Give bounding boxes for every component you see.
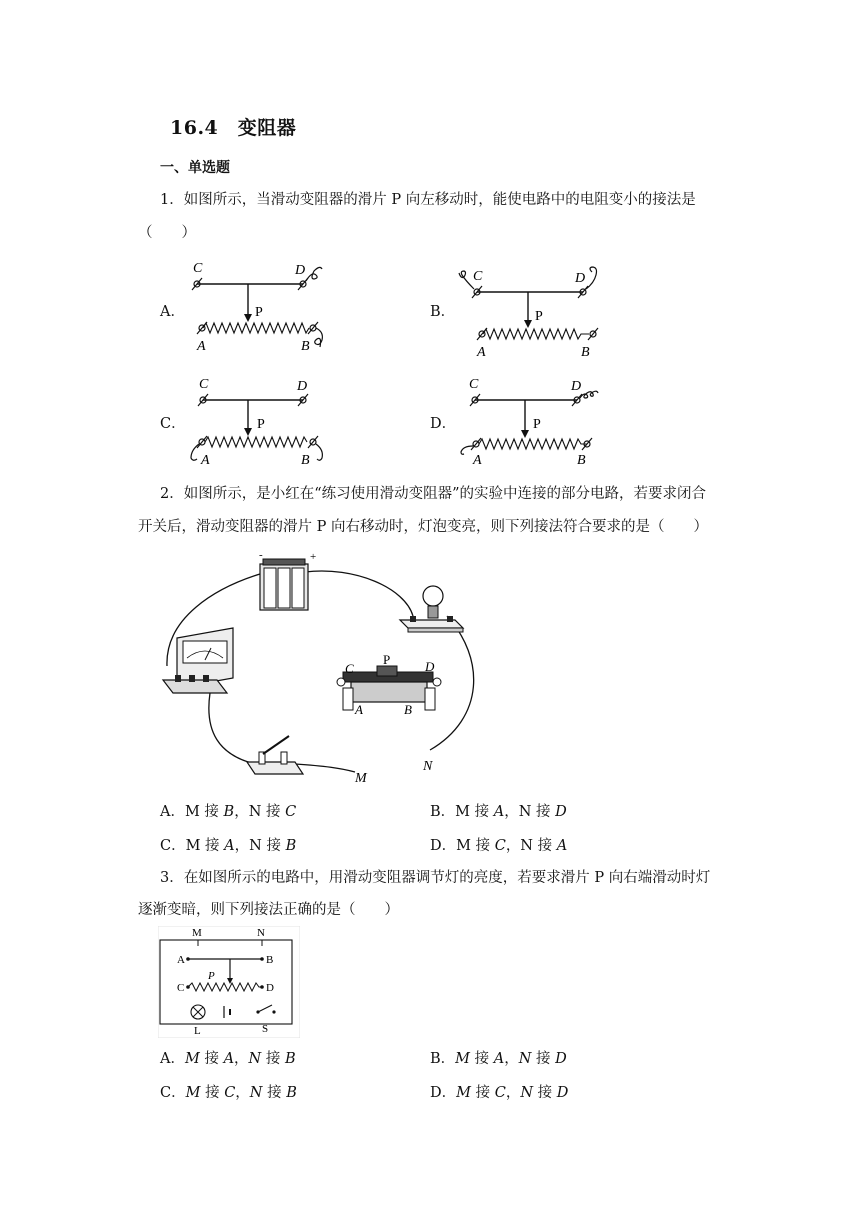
q2-label-n: N xyxy=(423,759,433,774)
q1c-label-d: D xyxy=(297,379,308,394)
q1-diagram-d xyxy=(455,372,615,472)
battery-plus: + xyxy=(310,551,317,563)
q2-option-d[interactable]: D．M 接 C，N 接 A xyxy=(430,838,568,854)
q2-option-b[interactable]: B．M 接 A，N 接 D xyxy=(430,804,567,820)
question-3-text-line1: 3．在如图所示的电路中，用滑动变阻器调节灯的亮度，若要求滑片 P 向右端滑动时灯 xyxy=(160,870,711,886)
q2-label-a: A xyxy=(355,702,363,717)
q2-label-p: P xyxy=(383,652,391,667)
q1b-label-c: C xyxy=(473,269,483,284)
q3-option-b[interactable]: B．M 接 A，N 接 D xyxy=(430,1051,567,1067)
q1a-label-b: B xyxy=(301,339,310,354)
q3-option-d[interactable]: D．M 接 C，N 接 D xyxy=(430,1085,569,1101)
q1d-label-b: B xyxy=(577,453,586,468)
q3-label-c: C xyxy=(177,982,185,994)
q3-option-a[interactable]: A．M 接 A，N 接 B xyxy=(160,1051,296,1067)
q3-label-n: N xyxy=(257,927,265,939)
q2-label-d: D xyxy=(425,659,435,674)
q1-option-d-letter[interactable]: D． xyxy=(430,416,457,432)
q3-option-c[interactable]: C．M 接 C，N 接 B xyxy=(160,1085,297,1101)
q1a-label-d: D xyxy=(295,263,306,278)
q2-label-m: M xyxy=(355,771,367,786)
q3-label-d: D xyxy=(266,982,274,994)
ammeter-icon xyxy=(163,628,233,693)
page-title: 16.4 变阻器 xyxy=(170,117,297,139)
q2-label-b: B xyxy=(404,702,412,717)
q2-circuit-figure xyxy=(155,548,495,788)
q1-diagram-a xyxy=(185,256,345,356)
q1b-label-p: P xyxy=(535,309,543,324)
q2-option-c[interactable]: C．M 接 A，N 接 B xyxy=(160,838,297,854)
question-2-text-line1: 2．如图所示，是小红在“练习使用滑动变阻器”的实验中连接的部分电路，若要求闭合 xyxy=(160,486,707,502)
q1c-label-p: P xyxy=(257,417,265,432)
question-1-text-line2: （ ） xyxy=(138,225,196,241)
battery-icon xyxy=(259,549,316,610)
q1a-label-c: C xyxy=(193,261,203,276)
q1b-label-a: A xyxy=(477,345,486,358)
switch-icon xyxy=(247,736,303,774)
q1d-label-a: A xyxy=(473,453,482,468)
q1c-label-b: B xyxy=(301,453,310,468)
q1c-label-c: C xyxy=(199,377,209,392)
q1d-label-p: P xyxy=(533,417,541,432)
q1d-label-c: C xyxy=(469,377,479,392)
q1-option-b-letter[interactable]: B． xyxy=(430,304,456,320)
q1b-label-d: D xyxy=(575,271,586,286)
q3-label-p: P xyxy=(208,970,215,982)
battery-minus: - xyxy=(259,549,263,561)
q1d-label-d: D xyxy=(571,379,582,394)
question-1-text-line1: 1．如图所示，当滑动变阻器的滑片 P 向左移动时，能使电路中的电阻变小的接法是 xyxy=(160,192,696,208)
q1b-label-b: B xyxy=(581,345,590,358)
q3-label-b: B xyxy=(266,954,274,966)
question-2-text-line2: 开关后，滑动变阻器的滑片 P 向右移动时，灯泡变亮，则下列接法符合要求的是（ ） xyxy=(138,519,708,535)
question-3-text-line2: 逐渐变暗，则下列接法正确的是（ ） xyxy=(138,902,399,918)
q2-label-c: C xyxy=(345,661,354,676)
section-heading: 一、单选题 xyxy=(160,160,230,176)
q3-label-a: A xyxy=(177,954,185,966)
q1-option-a-letter[interactable]: A． xyxy=(160,304,185,320)
rheostat-icon xyxy=(337,652,441,717)
q1-diagram-c xyxy=(185,372,345,472)
q3-label-l: L xyxy=(194,1025,201,1037)
q3-label-m: M xyxy=(192,927,202,939)
q3-label-s: S xyxy=(262,1023,269,1035)
q1a-label-a: A xyxy=(197,339,206,354)
q3-circuit-figure xyxy=(158,926,300,1038)
q1-diagram-b xyxy=(455,258,615,358)
q2-option-a[interactable]: A．M 接 B，N 接 C xyxy=(160,804,297,820)
q1c-label-a: A xyxy=(201,453,210,468)
q1-option-c-letter[interactable]: C． xyxy=(160,416,186,432)
q1a-label-p: P xyxy=(255,305,263,320)
